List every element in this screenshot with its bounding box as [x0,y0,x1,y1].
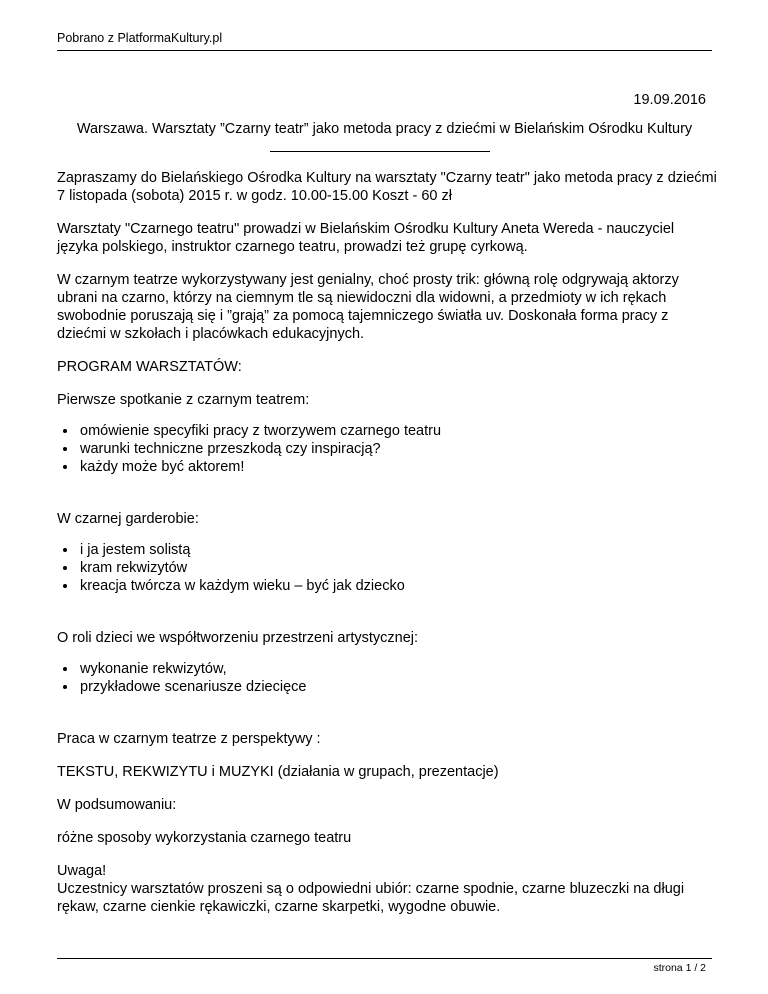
note-text: Uczestnicy warsztatów proszeni są o odpowiedni ubiór: czarne spodnie, czarne bluzeczki na długi rękaw, czarne cienkie rękawiczki, czarne skarpetki, wygodne obuwie. [57,881,685,915]
article-date: 19.09.2016 [633,92,706,108]
section-list [57,660,717,696]
perspective-text: TEKSTU, REKWIZYTU i MUZYKI (działania w grupach, prezentacje) [57,764,499,780]
section-heading: O roli dzieci we współtworzeniu przestrzeni artystycznej: [57,630,419,646]
section-heading: Pierwsze spotkanie z czarnym teatrem: [57,392,310,408]
perspective-heading: Praca w czarnym teatrze z perspektywy : [57,731,321,747]
summary-text: różne sposoby wykorzystania czarnego teatru [57,830,352,846]
title-divider [270,151,490,152]
list-item: • przykładowe scenariusze dziecięce [78,678,717,696]
list-item: • każdy może być aktorem! [78,458,717,476]
section-heading: W czarnej garderobie: [57,511,199,527]
leader-paragraph: Warsztaty "Czarnego teatru" prowadzi w Bielańskim Ośrodku Kultury Aneta Wereda - nauczyciel języka polskiego, instruktor czarnego teatru, prowadzi też grupę cyrkową. [57,221,675,255]
list-item: • kreacja twórcza w każdym wieku – być jak dziecko [78,577,717,595]
list-item: • warunki techniczne przeszkodą czy inspiracją? [78,440,717,458]
section-list [57,541,717,595]
section-list [57,422,717,476]
intro-paragraph: Zapraszamy do Bielańskiego Ośrodka Kultury na warsztaty "Czarny teatr" jako metoda pracy z dziećmi 7 listopada (sobota) 2015 r. w godz. 10.00-15.00 Koszt - 60 zł [57,170,717,204]
article-title: Warszawa. Warsztaty ”Czarny teatr” jako metoda pracy z dziećmi w Bielańskim Ośrodku Kultury [76,121,693,137]
list-item: • i ja jestem solistą [78,541,717,559]
description-paragraph: W czarnym teatrze wykorzystywany jest genialny, choć prosty trik: główną rolę odgrywają aktorzy ubrani na czarno, którzy na ciemnym tle są niewidoczni dla widowni, a przedmioty w ich rękach swobodnie poruszają się i ”grają” za pomocą tajemniczego światła uv. Doskonała forma pracy z dziećmi w szkołach i placówkach edukacyjnych. [57,272,679,342]
list-item: • kram rekwizytów [78,559,717,577]
page-number: strona 1 / 2 [653,962,706,974]
list-item: • wykonanie rekwizytów, [78,660,717,678]
source-header: Pobrano z PlatformaKultury.pl [57,31,223,45]
list-item: • omówienie specyfiki pracy z tworzywem czarnego teatru [78,422,717,440]
note-heading: Uwaga! [57,863,107,879]
program-heading: PROGRAM WARSZTATÓW: [57,359,242,375]
article-body [57,169,717,931]
summary-heading: W podsumowaniu: [57,797,177,813]
header-divider [57,50,712,51]
footer-divider [57,958,712,959]
